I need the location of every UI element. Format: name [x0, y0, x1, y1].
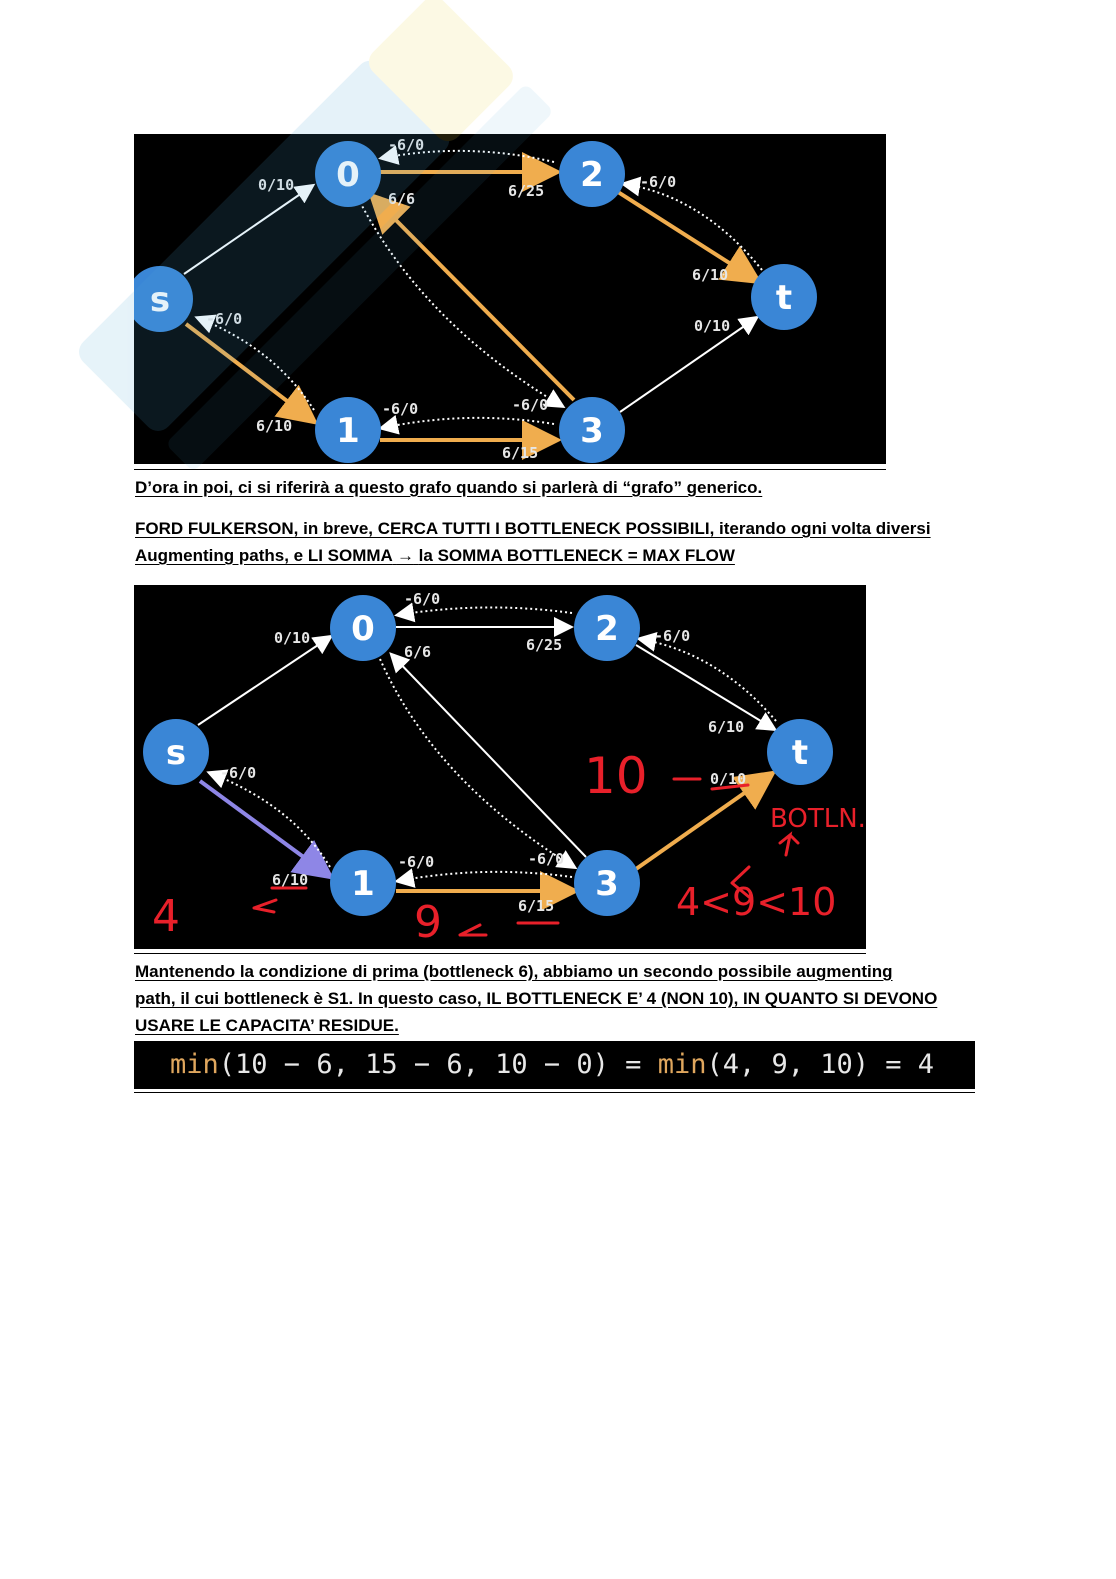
graph-1-svg	[134, 134, 886, 464]
edge-residual-3-1	[398, 872, 572, 881]
edge-2-t	[618, 192, 756, 280]
summary-line-2-b: la SOMMA BOTTLENECK = MAX FLOW	[418, 546, 735, 565]
caption-2-line-2: path, il cui bottleneck è S1. In questo caso, IL BOTTLENECK E’ 4 (NON 10), IN QUANTO SI DEVONO	[135, 989, 938, 1008]
edge-s-1	[200, 781, 328, 875]
formula-fn-min-2: min	[657, 1049, 707, 1080]
label-residual-1-s: -6/0	[206, 310, 243, 328]
summary-line-1: FORD FULKERSON, in breve, CERCA TUTTI I BOTTLENECK POSSIBILI, iterando ogni volta diversi	[135, 519, 931, 538]
svg-text:0: 0	[336, 155, 360, 195]
formula-fn-min-1: min	[170, 1049, 219, 1080]
edge-residual-0-3	[380, 659, 574, 867]
annotation-ten: 10	[584, 747, 648, 805]
svg-text:2: 2	[595, 609, 619, 649]
node-t	[751, 264, 817, 330]
caption-figure-1: D’ora in poi, ci si riferirà a questo grafo quando si parlerà di “grafo” generico.	[135, 478, 763, 497]
node-0	[330, 595, 396, 661]
label-residual-3-1-left: -6/0	[398, 853, 435, 871]
caption-2-line-3: USARE LE CAPACITA’ RESIDUE.	[135, 1016, 399, 1035]
node-t	[767, 719, 833, 785]
formula-bar	[134, 1041, 975, 1089]
node-1	[315, 397, 381, 463]
label-residual-t-2: -6/0	[654, 627, 691, 645]
graph-figure-2	[134, 585, 866, 949]
edge-3-0	[392, 655, 586, 857]
edge-residual-0-3	[360, 202, 562, 406]
svg-text:1: 1	[351, 864, 375, 904]
node-3	[574, 850, 640, 916]
label-1-3: 6/15	[502, 444, 539, 462]
node-s	[134, 266, 193, 332]
label-1-3: 6/15	[518, 897, 555, 915]
label-3-t: 0/10	[710, 770, 747, 788]
label-2-t: 6/10	[692, 266, 729, 284]
label-residual-t-2: -6/0	[640, 173, 677, 191]
svg-text:s: s	[149, 280, 171, 320]
node-2	[559, 141, 625, 207]
svg-text:3: 3	[580, 411, 604, 451]
edge-3-0	[374, 198, 574, 400]
node-0	[315, 141, 381, 207]
svg-text:3: 3	[595, 864, 619, 904]
label-2-t: 6/10	[708, 718, 745, 736]
rule-under-figure-1	[134, 469, 886, 470]
annotation-botln: BOTLN.	[770, 804, 866, 834]
edge-s-0	[184, 186, 312, 274]
edge-residual-2-0	[398, 607, 572, 615]
edge-residual-1-s	[210, 773, 330, 867]
label-residual-3-1-right: -6/0	[512, 396, 549, 414]
edge-3-t	[636, 775, 770, 869]
node-1	[330, 850, 396, 916]
rule-under-figure-2	[134, 953, 866, 954]
label-residual-2-0: -6/0	[388, 136, 425, 154]
label-residual-2-0: -6/0	[404, 590, 441, 608]
svg-text:0: 0	[351, 609, 375, 649]
svg-text:t: t	[791, 733, 809, 773]
label-3-0: 6/6	[404, 643, 432, 661]
arrow-right-icon: →	[396, 546, 414, 565]
summary-line-2	[135, 542, 735, 569]
formula-args-1: (10 − 6, 15 − 6, 10 − 0) =	[218, 1049, 658, 1080]
summary-line-2-a: Augmenting paths, e LI SOMMA	[135, 546, 393, 565]
edge-s-0	[198, 637, 330, 725]
svg-text:s: s	[165, 733, 187, 773]
edge-residual-1-s	[198, 318, 314, 410]
edge-s-1	[186, 324, 312, 420]
label-s-1: 6/10	[256, 417, 293, 435]
caption-2-line-1: Mantenendo la condizione di prima (bottleneck 6), abbiamo un secondo possibile augmenting	[135, 962, 893, 981]
rule-under-formula	[134, 1092, 975, 1093]
annotation-inequality: 4<9<10	[676, 880, 837, 924]
edge-residual-t-2	[624, 184, 762, 270]
label-s-0: 0/10	[274, 629, 311, 647]
label-residual-3-1-right: -6/0	[528, 850, 565, 868]
label-0-2: 6/25	[508, 182, 545, 200]
label-3-0: 6/6	[388, 190, 416, 208]
node-2	[574, 595, 640, 661]
graph-2-svg	[134, 585, 866, 949]
label-residual-1-s: -6/0	[220, 764, 257, 782]
edge-residual-t-2	[640, 639, 776, 721]
label-3-t: 0/10	[694, 317, 731, 335]
label-0-2: 6/25	[526, 636, 563, 654]
label-residual-3-1-left: -6/0	[382, 400, 419, 418]
node-3	[559, 397, 625, 463]
annotation-four: 4	[152, 891, 180, 942]
svg-text:1: 1	[336, 411, 360, 451]
svg-text:t: t	[775, 278, 793, 318]
graph-figure-1	[134, 134, 886, 464]
label-s-0: 0/10	[258, 176, 295, 194]
svg-text:2: 2	[580, 155, 604, 195]
edge-residual-3-1	[382, 418, 554, 428]
label-s-1: 6/10	[272, 871, 309, 889]
edge-2-t	[636, 645, 774, 729]
edge-3-t	[620, 318, 756, 412]
formula-args-2: (4, 9, 10) = 4	[706, 1049, 935, 1080]
node-s	[143, 719, 209, 785]
annotation-nine: 9	[414, 897, 442, 948]
